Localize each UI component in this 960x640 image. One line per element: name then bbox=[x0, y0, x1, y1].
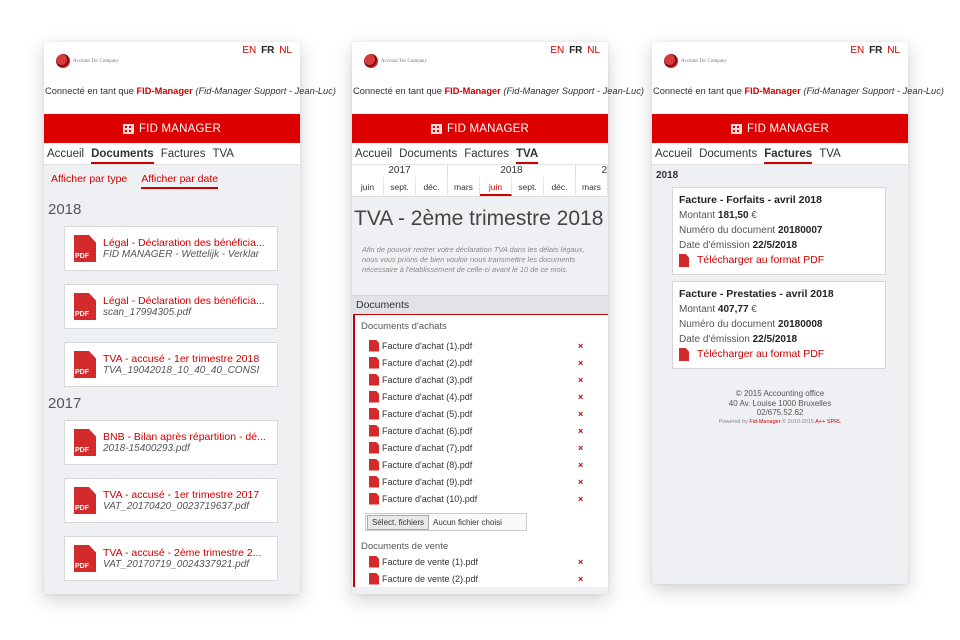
document-title: Légal - Déclaration des bénéficia... bbox=[103, 295, 265, 307]
connected-as bbox=[352, 80, 644, 114]
document-card[interactable] bbox=[64, 226, 278, 271]
connected-as bbox=[44, 80, 336, 114]
connected-prefix: Connecté en tant que bbox=[45, 86, 134, 96]
lang-fr[interactable]: FR bbox=[869, 45, 883, 56]
logo-text: Account Tec Company bbox=[681, 58, 727, 64]
tab-tva[interactable]: TVA bbox=[212, 148, 234, 160]
document-filename: VAT_20170420_0023719637.pdf bbox=[103, 501, 250, 512]
pdf-icon bbox=[369, 408, 379, 420]
building-icon bbox=[123, 124, 134, 134]
document-filename: VAT_20170719_0024337921.pdf bbox=[103, 559, 250, 570]
connected-user[interactable]: FID-Manager bbox=[744, 86, 801, 96]
pdf-icon bbox=[679, 254, 689, 267]
footer bbox=[652, 389, 908, 427]
delete-file-icon[interactable]: × bbox=[578, 425, 584, 436]
file-name: Facture d'achat (8).pdf bbox=[382, 459, 473, 470]
invoices-screen bbox=[652, 42, 944, 584]
company-link[interactable]: A++ SPRL bbox=[815, 418, 842, 425]
lang-nl[interactable]: NL bbox=[587, 45, 600, 56]
pdf-icon bbox=[369, 442, 379, 454]
tab-tva[interactable]: TVA bbox=[819, 148, 841, 160]
period-month[interactable]: déc. bbox=[416, 177, 448, 196]
pdf-icon bbox=[369, 459, 379, 471]
period-months bbox=[352, 177, 608, 197]
delete-file-icon[interactable]: × bbox=[578, 374, 584, 385]
language-switcher bbox=[548, 45, 600, 56]
document-card[interactable] bbox=[64, 284, 278, 329]
tab-documents[interactable]: Documents bbox=[91, 148, 154, 164]
powered-link[interactable]: Fid-Manager bbox=[749, 418, 781, 425]
period-month[interactable]: mars bbox=[448, 177, 480, 196]
building-icon bbox=[431, 124, 442, 134]
year-heading: 2018 bbox=[48, 201, 82, 218]
document-title: TVA - accusé - 2ème trimestre 2... bbox=[103, 547, 262, 559]
banner-title: FID MANAGER bbox=[746, 122, 830, 135]
invoice-amount: Montant 181,50 € bbox=[679, 210, 757, 221]
purchase-file-list bbox=[355, 337, 608, 507]
pdf-icon bbox=[74, 351, 96, 378]
tab-factures[interactable]: Factures bbox=[764, 148, 812, 164]
pdf-icon bbox=[74, 235, 96, 262]
documents-section bbox=[353, 314, 608, 587]
tab-documents[interactable]: Documents bbox=[399, 148, 458, 160]
pdf-icon bbox=[74, 545, 96, 572]
document-filename: 2018-15400293.pdf bbox=[103, 443, 190, 454]
connected-support: (Fid-Manager Support - Jean-Luc) bbox=[195, 86, 336, 96]
invoice-title: Facture - Prestaties - avril 2018 bbox=[679, 288, 834, 300]
banner-title: FID MANAGER bbox=[138, 122, 222, 135]
delete-file-icon[interactable]: × bbox=[578, 476, 584, 487]
document-filename: TVA_19042018_10_40_40_CONSI bbox=[103, 365, 260, 376]
document-title: BNB - Bilan après répartition - dé... bbox=[103, 431, 266, 443]
pdf-icon bbox=[369, 357, 379, 369]
select-files-button[interactable]: Sélect. fichiers bbox=[367, 515, 429, 530]
banner-title: FID MANAGER bbox=[446, 122, 530, 135]
invoice-number: Numéro du document 20180007 bbox=[679, 225, 823, 236]
documents-content bbox=[44, 165, 300, 594]
period-month[interactable]: déc. bbox=[544, 177, 576, 196]
file-row[interactable] bbox=[355, 388, 608, 405]
tva-content bbox=[352, 165, 608, 594]
file-name: Facture de vente (1).pdf bbox=[382, 556, 479, 567]
file-name: Facture d'achat (6).pdf bbox=[382, 425, 473, 436]
view-toggle bbox=[44, 165, 300, 189]
document-title: Légal - Déclaration des bénéficia... bbox=[103, 237, 265, 249]
delete-file-icon[interactable]: × bbox=[578, 408, 584, 419]
logo-icon bbox=[56, 54, 70, 68]
document-title: TVA - accusé - 1er trimestre 2017 bbox=[103, 489, 260, 501]
file-row[interactable] bbox=[355, 490, 608, 507]
top-bar bbox=[352, 42, 608, 80]
lang-nl[interactable]: NL bbox=[279, 45, 292, 56]
connected-support: (Fid-Manager Support - Jean-Luc) bbox=[803, 86, 944, 96]
file-row[interactable] bbox=[355, 553, 608, 570]
pdf-icon bbox=[679, 348, 689, 361]
sales-file-list bbox=[355, 553, 608, 587]
file-name: Facture d'achat (4).pdf bbox=[382, 391, 473, 402]
view-by-type-link[interactable]: Afficher par type bbox=[51, 173, 128, 185]
building-icon bbox=[731, 124, 742, 134]
download-label: Télécharger au format PDF bbox=[697, 348, 825, 360]
file-row[interactable] bbox=[355, 570, 608, 587]
invoice-card bbox=[672, 281, 886, 369]
lang-en[interactable]: EN bbox=[850, 45, 865, 56]
lang-en[interactable]: EN bbox=[242, 45, 257, 56]
download-pdf-link[interactable] bbox=[679, 347, 885, 362]
delete-file-icon[interactable]: × bbox=[578, 357, 584, 368]
app-banner bbox=[652, 114, 908, 143]
document-filename: FID MANAGER - Wettelijk - Verklar bbox=[103, 249, 260, 260]
document-title: TVA - accusé - 1er trimestre 2018 bbox=[103, 353, 260, 365]
top-bar bbox=[652, 42, 908, 80]
pdf-icon bbox=[369, 374, 379, 386]
download-label: Télécharger au format PDF bbox=[697, 254, 825, 266]
connected-user[interactable]: FID-Manager bbox=[136, 86, 193, 96]
period-month-active[interactable]: juin bbox=[480, 177, 512, 196]
period-year: 2017 bbox=[352, 165, 448, 177]
app-banner bbox=[352, 114, 608, 143]
file-row[interactable] bbox=[355, 337, 608, 354]
main-nav bbox=[652, 143, 908, 165]
delete-file-icon[interactable]: × bbox=[578, 442, 584, 453]
file-row[interactable] bbox=[355, 371, 608, 388]
delete-file-icon[interactable]: × bbox=[578, 556, 584, 567]
logo-icon bbox=[664, 54, 678, 68]
tab-documents[interactable]: Documents bbox=[699, 148, 758, 160]
pdf-icon bbox=[369, 573, 379, 585]
delete-file-icon[interactable]: × bbox=[578, 340, 584, 351]
file-row[interactable] bbox=[355, 473, 608, 490]
company-logo[interactable] bbox=[56, 54, 119, 68]
app-banner bbox=[44, 114, 300, 143]
period-month[interactable]: mars bbox=[576, 177, 608, 196]
connected-support: (Fid-Manager Support - Jean-Luc) bbox=[503, 86, 644, 96]
file-row[interactable] bbox=[355, 354, 608, 371]
document-card[interactable] bbox=[64, 342, 278, 387]
tab-accueil[interactable]: Accueil bbox=[655, 148, 693, 160]
tab-accueil[interactable]: Accueil bbox=[47, 148, 85, 160]
delete-file-icon[interactable]: × bbox=[578, 391, 584, 402]
pdf-icon bbox=[74, 429, 96, 456]
purchase-docs-title: Documents d'achats bbox=[361, 321, 447, 332]
pdf-icon bbox=[369, 476, 379, 488]
sales-docs-title: Documents de vente bbox=[361, 541, 449, 552]
company-logo[interactable] bbox=[664, 54, 727, 68]
company-logo[interactable] bbox=[364, 54, 427, 68]
pdf-icon bbox=[74, 293, 96, 320]
connected-prefix: Connecté en tant que bbox=[353, 86, 442, 96]
invoice-amount: Montant 407,77 € bbox=[679, 304, 757, 315]
document-card[interactable] bbox=[64, 536, 278, 581]
tva-screen bbox=[352, 42, 644, 594]
invoice-date: Date d'émission 22/5/2018 bbox=[679, 240, 798, 251]
logo-icon bbox=[364, 54, 378, 68]
file-name: Facture d'achat (5).pdf bbox=[382, 408, 473, 419]
footer-powered-by: Powered by Fid-Manager © 2010-2015 A++ SPRL bbox=[718, 418, 842, 425]
lang-fr[interactable]: FR bbox=[569, 45, 583, 56]
document-card[interactable] bbox=[64, 420, 278, 465]
pdf-icon bbox=[74, 487, 96, 514]
lang-nl[interactable]: NL bbox=[887, 45, 900, 56]
tab-tva[interactable]: TVA bbox=[516, 148, 538, 164]
file-row[interactable] bbox=[355, 422, 608, 439]
language-switcher bbox=[848, 45, 900, 56]
period-month[interactable]: sept. bbox=[512, 177, 544, 196]
language-switcher bbox=[240, 45, 292, 56]
tva-instructions: Afin de pouvoir rentrer votre déclaration TVA dans les délais légaux, nous vous prions de bien vouloir nous transmettre les documents nécessaire à l'établissement de celle-ci avant le 10 de ce mois. bbox=[362, 245, 585, 274]
logo-text: Account Tec Company bbox=[73, 58, 119, 64]
invoice-card bbox=[672, 187, 886, 275]
file-name: Facture d'achat (9).pdf bbox=[382, 476, 473, 487]
tab-factures[interactable]: Factures bbox=[160, 148, 206, 160]
footer-address: 40 Av. Louise 1000 Bruxelles bbox=[728, 398, 832, 408]
pdf-icon bbox=[369, 493, 379, 505]
file-name: Facture d'achat (1).pdf bbox=[382, 340, 473, 351]
pdf-icon bbox=[369, 556, 379, 568]
period-year: 2018 bbox=[448, 165, 576, 177]
footer-copyright: © 2015 Accounting office bbox=[735, 389, 825, 398]
no-file-chosen: Aucun fichier choisi bbox=[433, 517, 502, 527]
pdf-icon bbox=[369, 425, 379, 437]
lang-fr[interactable]: FR bbox=[261, 45, 275, 56]
connected-prefix: Connecté en tant que bbox=[653, 86, 742, 96]
period-month[interactable]: sept. bbox=[384, 177, 416, 196]
download-pdf-link[interactable] bbox=[679, 253, 885, 268]
tab-factures[interactable]: Factures bbox=[464, 148, 509, 160]
delete-file-icon[interactable]: × bbox=[578, 573, 584, 584]
top-bar bbox=[44, 42, 300, 80]
invoice-title: Facture - Forfaits - avril 2018 bbox=[679, 194, 822, 206]
invoice-number: Numéro du document 20180008 bbox=[679, 319, 823, 330]
tab-accueil[interactable]: Accueil bbox=[355, 148, 393, 160]
main-nav bbox=[352, 143, 608, 165]
footer-phone: 02/675.52.62 bbox=[756, 408, 804, 417]
delete-file-icon[interactable]: × bbox=[578, 493, 584, 504]
page-title: TVA - 2ème trimestre 2018 bbox=[354, 207, 604, 230]
invoices-content bbox=[652, 165, 908, 584]
file-row[interactable] bbox=[355, 405, 608, 422]
period-year: 2 bbox=[576, 165, 608, 177]
documents-screen bbox=[44, 42, 336, 594]
documents-section-header: Documents bbox=[352, 295, 608, 314]
delete-file-icon[interactable]: × bbox=[578, 459, 584, 470]
year-heading: 2018 bbox=[656, 170, 679, 181]
period-years bbox=[352, 165, 608, 177]
file-row[interactable] bbox=[355, 439, 608, 456]
file-name: Facture d'achat (3).pdf bbox=[382, 374, 473, 385]
document-card[interactable] bbox=[64, 478, 278, 523]
view-by-date-link[interactable]: Afficher par date bbox=[141, 173, 218, 189]
file-name: Facture d'achat (10).pdf bbox=[382, 493, 478, 504]
file-picker[interactable] bbox=[365, 513, 527, 531]
file-name: Facture de vente (2).pdf bbox=[382, 573, 479, 584]
year-heading: 2017 bbox=[48, 395, 82, 412]
logo-text: Account Tec Company bbox=[381, 58, 427, 64]
connected-as bbox=[652, 80, 944, 114]
file-row[interactable] bbox=[355, 456, 608, 473]
pdf-icon bbox=[369, 391, 379, 403]
document-filename: scan_17994305.pdf bbox=[103, 307, 191, 318]
lang-en[interactable]: EN bbox=[550, 45, 565, 56]
main-nav bbox=[44, 143, 300, 165]
file-name: Facture d'achat (2).pdf bbox=[382, 357, 473, 368]
period-month[interactable]: juin bbox=[352, 177, 384, 196]
invoice-date: Date d'émission 22/5/2018 bbox=[679, 334, 798, 345]
pdf-icon bbox=[369, 340, 379, 352]
file-name: Facture d'achat (7).pdf bbox=[382, 442, 473, 453]
connected-user[interactable]: FID-Manager bbox=[444, 86, 501, 96]
